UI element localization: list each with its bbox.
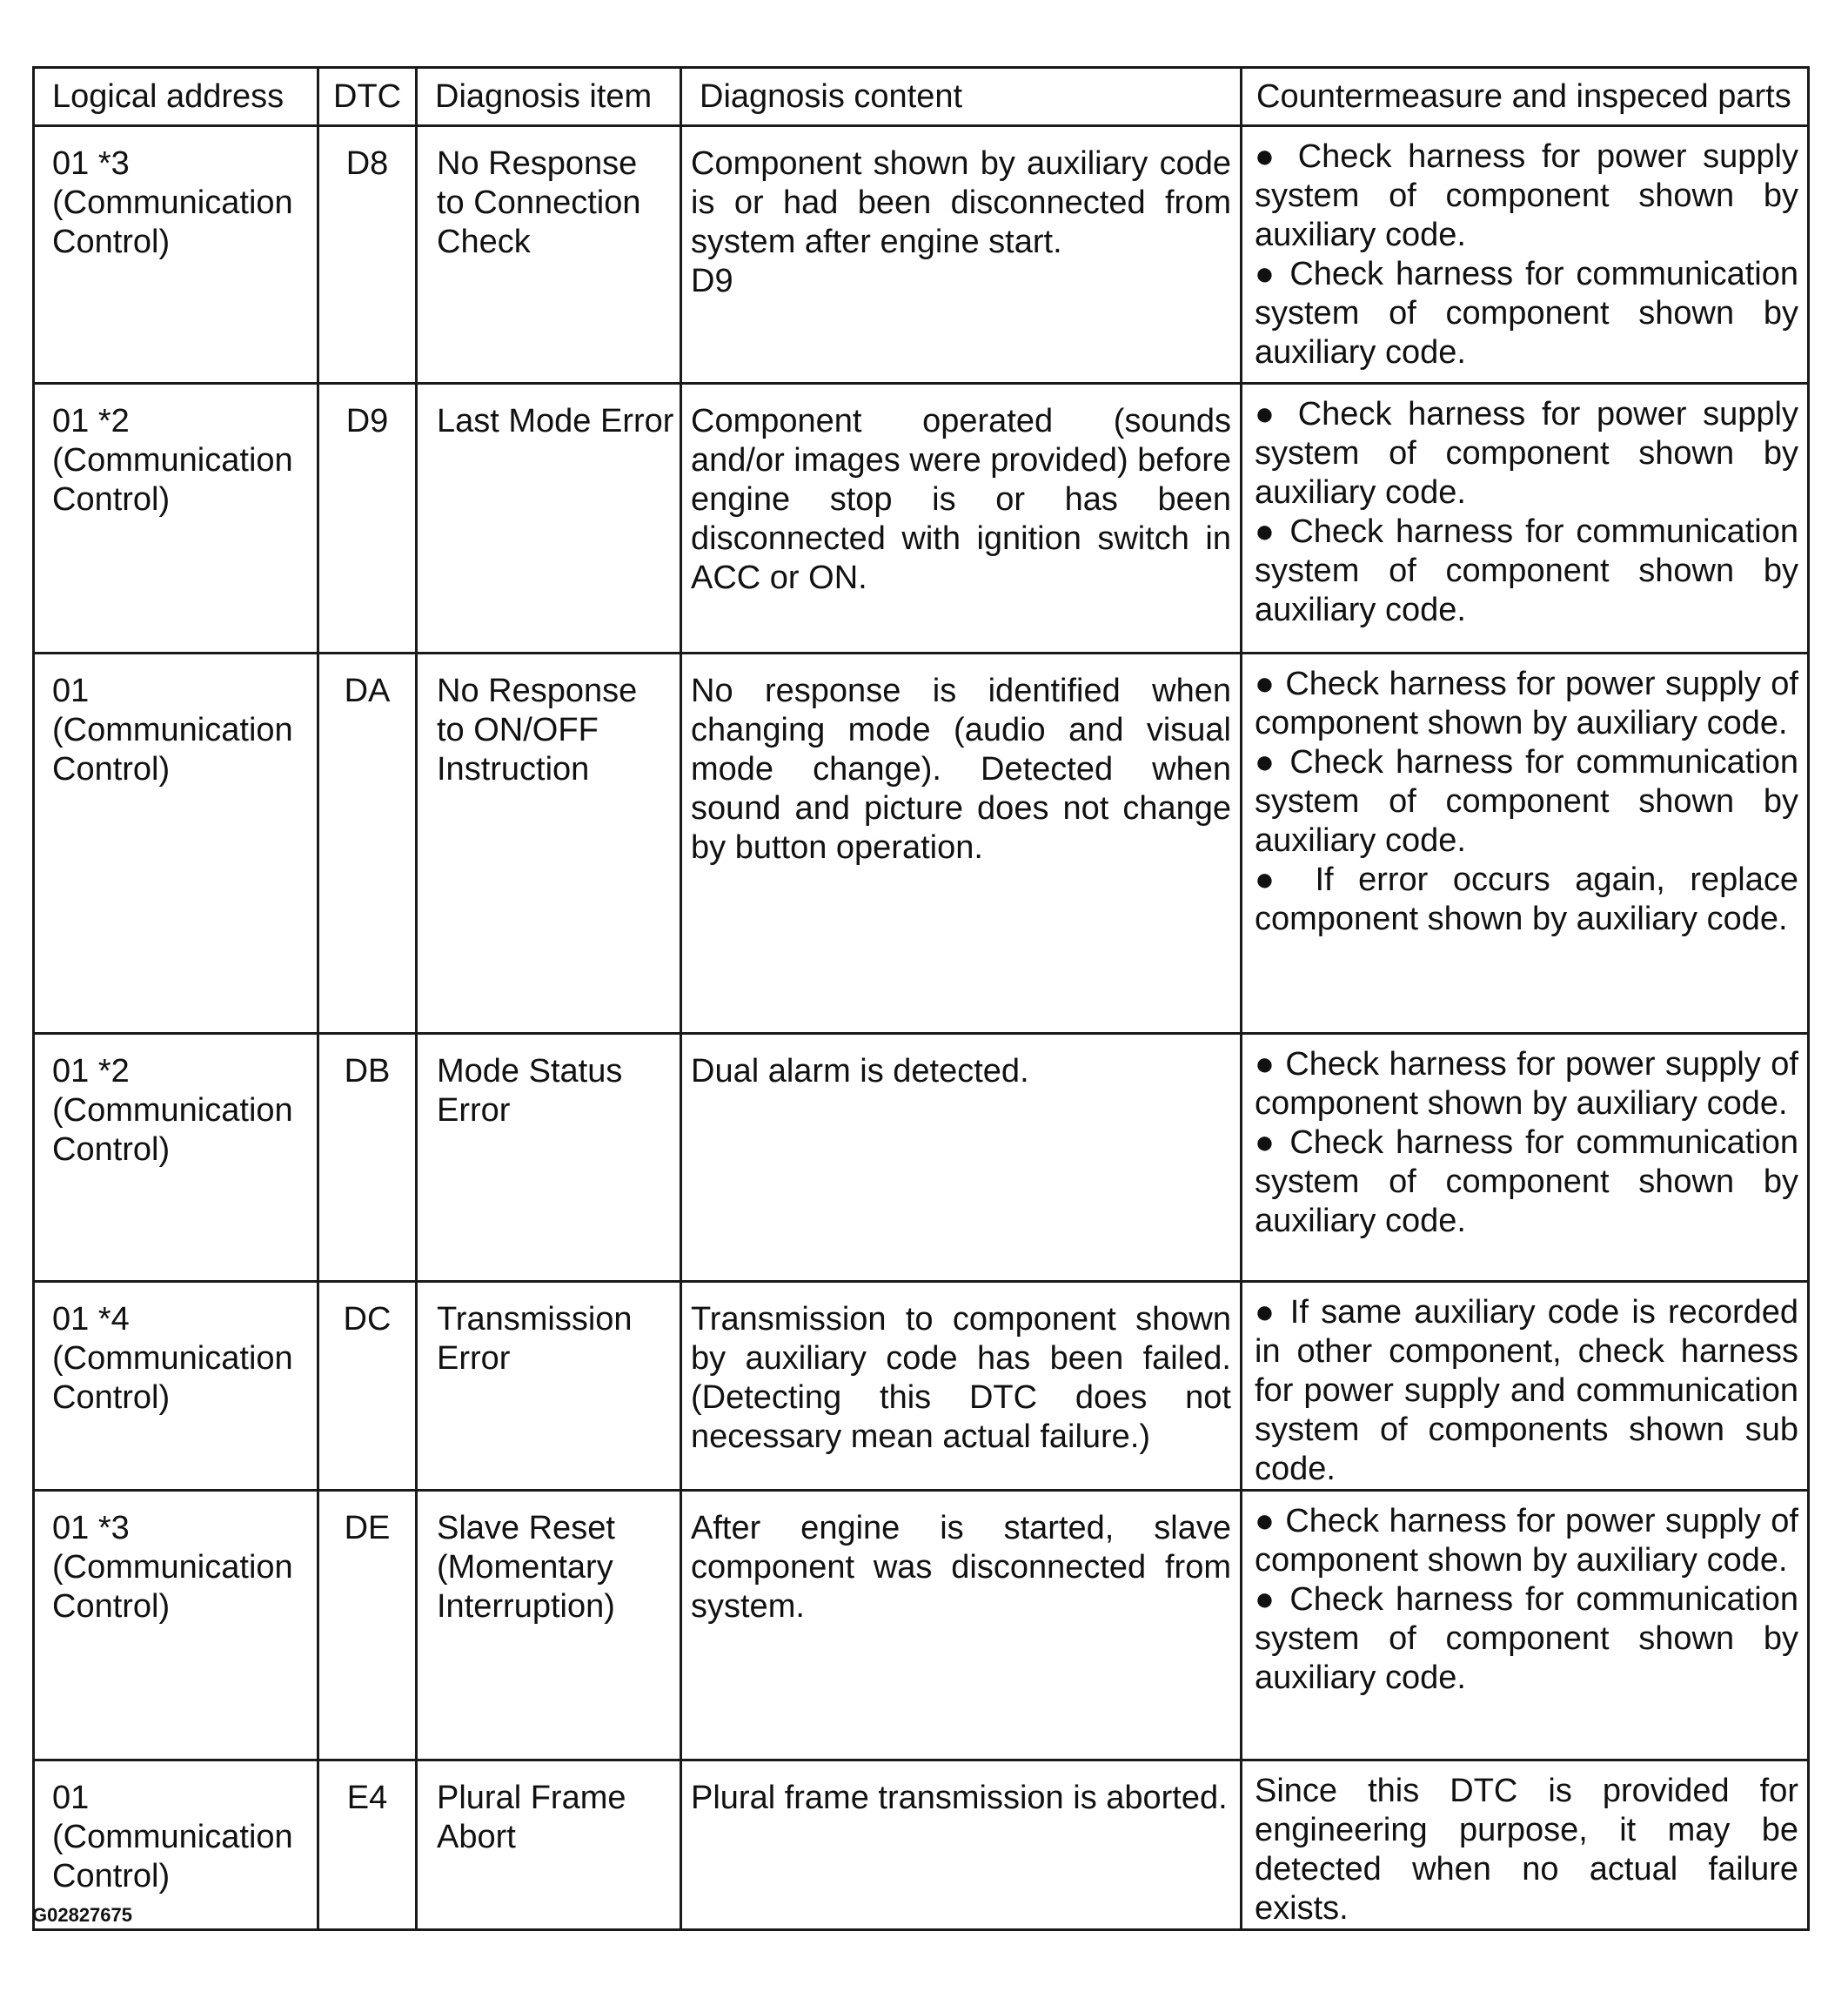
diagnosis-item-line: to Connection: [437, 184, 641, 221]
logical-address-line: Control): [52, 224, 171, 260]
diagnosis-item-line: Last Mode Error: [437, 403, 674, 439]
diagnosis-item-line: (Momentary: [437, 1549, 613, 1586]
diagnosis-item-cell: [417, 1491, 681, 1760]
diagnosis-content-text: Component operated (sounds and/or images were provided) before engine stop is or has been disconnected with ignition switch in ACC or ON.: [691, 403, 1232, 596]
diagnosis-item-cell: [417, 1760, 681, 1930]
diagnosis-content-cell: [681, 384, 1242, 654]
diagnosis-item-line: No Response: [437, 145, 638, 182]
header-diagnosis-content: Diagnosis content: [681, 68, 1242, 126]
diagnosis-content-cell: [681, 1034, 1242, 1282]
logical-address-cell: [34, 654, 318, 1034]
logical-address-line: 01: [52, 673, 90, 709]
diagnosis-item-line: Slave Reset: [437, 1510, 615, 1546]
countermeasure-cell: [1242, 384, 1809, 654]
countermeasure-bullet: ● Check harness for power supply system of component shown by auxiliary code.: [1255, 395, 1798, 513]
diagnosis-content-cell: [681, 1282, 1242, 1491]
countermeasure-cell: [1242, 126, 1809, 384]
logical-address-line: 01 *3: [52, 145, 130, 182]
header-row: [34, 68, 1809, 126]
logical-address-line: Control): [52, 481, 171, 518]
dtc-cell: [318, 1034, 417, 1282]
countermeasure-cell: [1242, 1034, 1809, 1282]
diagnosis-item-line: to ON/OFF: [437, 712, 599, 748]
diagnosis-item-cell: [417, 126, 681, 384]
diagnosis-item-line: Abort: [437, 1819, 516, 1855]
logical-address-cell: [34, 1491, 318, 1760]
diagnosis-content-cell: [681, 126, 1242, 384]
table-body: [34, 126, 1809, 1930]
table-row: [34, 1760, 1809, 1930]
dtc-cell: [318, 1760, 417, 1930]
countermeasure-bullet: ● Check harness for communication system of component shown by auxiliary code.: [1255, 513, 1798, 630]
logical-address-line: Control): [52, 1379, 171, 1416]
dtc-code: DE: [344, 1510, 391, 1546]
dtc-cell: [318, 126, 417, 384]
table-row: [34, 1034, 1809, 1282]
diagnosis-item-line: Plural Frame: [437, 1780, 626, 1816]
logical-address-line: (Communication: [52, 1092, 293, 1129]
diagnosis-item-line: Error: [437, 1092, 511, 1129]
diagnosis-content-cell: [681, 1491, 1242, 1760]
header-logical-address: Logical address: [34, 68, 318, 126]
logical-address-line: (Communication: [52, 1549, 293, 1586]
logical-address-cell: [34, 384, 318, 654]
countermeasure-bullet: ● If same auxiliary code is recorded in other component, check harness for power supply and communication system of components shown sub code.: [1255, 1293, 1798, 1489]
logical-address-line: Control): [52, 1588, 171, 1625]
diagnosis-content-text: After engine is started, slave component was disconnected from system.: [691, 1510, 1231, 1625]
header-diagnosis-item: Diagnosis item: [417, 68, 681, 126]
logical-address-cell: [34, 126, 318, 384]
logical-address-cell: [34, 1034, 318, 1282]
dtc-code: DB: [344, 1053, 391, 1090]
diagnosis-content-text: Transmission to component shown by auxiliary code has been failed. (Detecting this DTC does not necessary mean actual failure.): [691, 1301, 1231, 1455]
countermeasure-bullet: ● If error occurs again, replace component shown by auxiliary code.: [1255, 861, 1798, 939]
diagnosis-content-cell: [681, 1760, 1242, 1930]
logical-address-line: (Communication: [52, 184, 293, 221]
dtc-code: DA: [344, 673, 391, 709]
countermeasure-bullet: ● Check harness for communication system of component shown by auxiliary code.: [1255, 743, 1798, 861]
diagnosis-item-cell: [417, 384, 681, 654]
countermeasure-cell: [1242, 1760, 1809, 1930]
countermeasure-bullet: ● Check harness for communication system of component shown by auxiliary code.: [1255, 255, 1798, 372]
diagnosis-content-text: Dual alarm is detected.: [691, 1053, 1029, 1090]
table-row: [34, 1282, 1809, 1491]
diagnosis-content-cell: [681, 654, 1242, 1034]
diagnosis-content-text: D9: [691, 263, 733, 299]
table-row: [34, 1491, 1809, 1760]
logical-address-line: Control): [52, 1858, 171, 1894]
countermeasure-bullet: ● Check harness for power supply of component shown by auxiliary code.: [1255, 1502, 1798, 1580]
countermeasure-cell: [1242, 654, 1809, 1034]
dtc-cell: [318, 1282, 417, 1491]
logical-address-line: (Communication: [52, 712, 293, 748]
diagnosis-item-cell: [417, 1034, 681, 1282]
logical-address-cell: [34, 1282, 318, 1491]
countermeasure-bullet: ● Check harness for power supply of component shown by auxiliary code.: [1255, 1045, 1798, 1123]
countermeasure-note: Since this DTC is provided for engineering purpose, it may be detected when no actual failure exists.: [1255, 1773, 1798, 1927]
diagnosis-item-line: Transmission: [437, 1301, 633, 1338]
diagnosis-item-line: Error: [437, 1340, 511, 1377]
logical-address-line: 01 *2: [52, 403, 130, 439]
countermeasure-bullet: ● Check harness for power supply of component shown by auxiliary code.: [1255, 665, 1798, 743]
countermeasure-bullet: ● Check harness for power supply system of component shown by auxiliary code.: [1255, 137, 1798, 255]
dtc-cell: [318, 1491, 417, 1760]
diagnosis-content-text: No response is identified when changing mode (audio and visual mode change). Detected when sound and picture does not change by button operation.: [691, 673, 1231, 866]
logical-address-line: (Communication: [52, 442, 293, 479]
table-row: [34, 126, 1809, 384]
diagnosis-item-line: No Response: [437, 673, 638, 709]
dtc-code: D8: [345, 145, 389, 182]
countermeasure-bullet: ● Check harness for communication system of component shown by auxiliary code.: [1255, 1580, 1798, 1698]
diagnosis-item-cell: [417, 654, 681, 1034]
logical-address-line: Control): [52, 1131, 171, 1168]
countermeasure-cell: [1242, 1282, 1809, 1491]
diagnosis-item-line: Instruction: [437, 751, 590, 788]
diagnosis-item-line: Mode Status: [437, 1053, 623, 1090]
logical-address-line: 01 *3: [52, 1510, 130, 1546]
logical-address-line: (Communication: [52, 1340, 293, 1377]
logical-address-line: 01: [52, 1780, 90, 1816]
logical-address-line: Control): [52, 751, 171, 788]
table-row: [34, 654, 1809, 1034]
dtc-code: DC: [343, 1301, 392, 1338]
dtc-code: D9: [345, 403, 389, 439]
countermeasure-bullet: ● Check harness for communication system of component shown by auxiliary code.: [1255, 1123, 1798, 1241]
dtc-code: E4: [346, 1780, 388, 1816]
dtc-cell: [318, 654, 417, 1034]
diagnosis-item-line: Check: [437, 224, 531, 260]
logical-address-line: 01 *4: [52, 1301, 130, 1338]
diagnosis-content-text: Plural frame transmission is aborted.: [691, 1780, 1228, 1816]
logical-address-line: 01 *2: [52, 1053, 130, 1090]
logical-address-line: (Communication: [52, 1819, 293, 1855]
header-dtc: DTC: [318, 68, 417, 126]
diagnosis-item-cell: [417, 1282, 681, 1491]
dtc-cell: [318, 384, 417, 654]
table-row: [34, 384, 1809, 654]
figure-id: G02827675: [32, 1904, 132, 1926]
countermeasure-cell: [1242, 1491, 1809, 1760]
diagnosis-item-line: Interruption): [437, 1588, 615, 1625]
diagnosis-table: [32, 66, 1810, 1931]
header-countermeasure: Countermeasure and inspeced parts: [1242, 68, 1809, 126]
diagnosis-content-text: Component shown by auxiliary code is or had been disconnected from system after engine start.: [691, 145, 1231, 260]
